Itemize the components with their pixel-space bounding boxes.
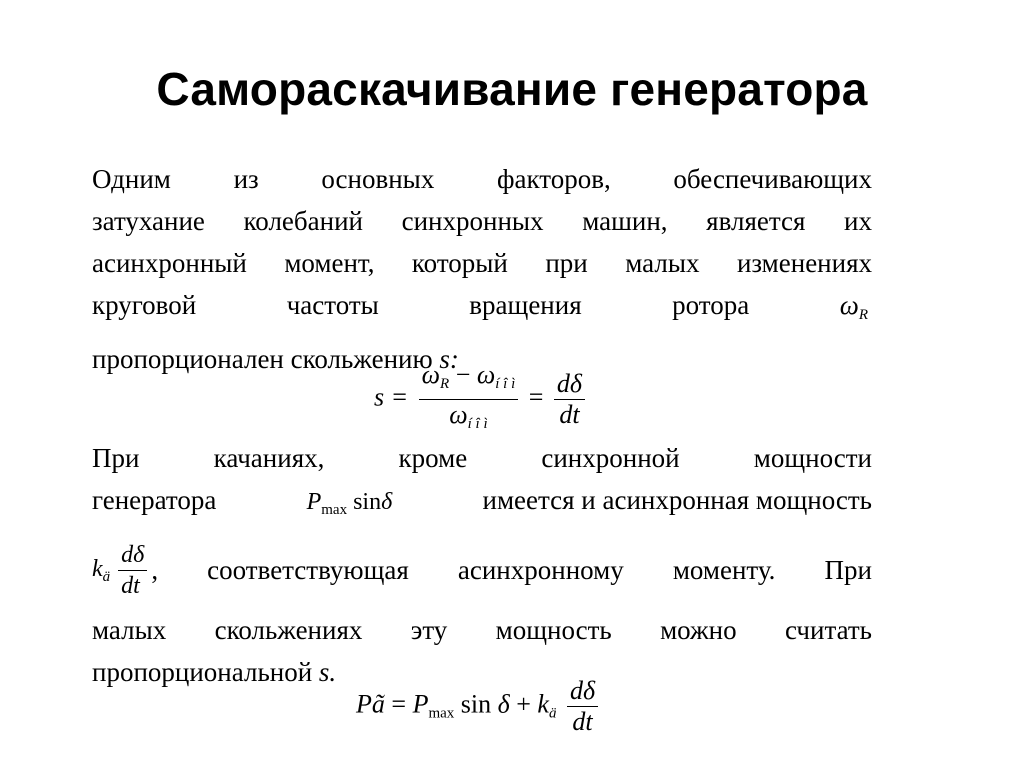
paragraph-2 [92,437,872,693]
omega-r-symbol: $\omega_R$ [839,290,868,323]
f2-fraction: $\frac{d\delta}{dt}$ [567,676,598,737]
paragraph-1 [92,158,872,380]
p2-line-4: малых скольжениях эту мощность можно считать [92,615,872,645]
kd-term: $k_ä$ $\frac{d\delta}{dt}$ [92,540,151,601]
slide-title: Самораскачивание генератора [156,63,868,115]
formula-slip [374,360,589,439]
formula-power: Pã = Pmax $\sin \delta + k_ä$ $\frac{d\delta}{dt}$ [356,676,602,737]
p1-line-4-w3: вращения [469,290,582,320]
f1-fraction-2: $\frac{d\delta}{dt}$ [554,369,585,430]
p1-line-4-w2: частоты [286,290,379,320]
pmax-sin-delta: $P_{max}$ sinδ [306,489,393,518]
slip-variable: s: [439,344,459,374]
p1-line-4 [92,284,872,336]
f1-fraction-1: $\frac{\omega_R - \omega_{í î ì}}{\omega_{í î ì}}$ [419,360,519,439]
p2-line-5: пропорциональной s. [92,657,337,687]
slip-variable-2: s. [318,657,337,687]
p1-line-2: затухание колебаний синхронных машин, является их [92,206,872,236]
p1-line-5: пропорционален скольжению s: [92,344,459,374]
f2-lhs: Pã [356,689,385,719]
p2-line-3: $k_ä$ $\frac{d\delta}{dt}$ , соответствующая асинхронному моменту. При [92,541,872,599]
f1-lhs: s = [374,382,409,412]
f1-equals: = [528,382,544,412]
p1-line-3: асинхронный момент, который при малых изменениях [92,248,872,278]
p1-line-4-w4: ротора [672,290,750,320]
p1-line-4-w1: круговой [92,290,197,320]
p2-line-1: При качаниях, кроме синхронной мощности [92,443,872,473]
p2-line-2: генератора $P_{max}$ sinδ имеется и асинхронная мощность [92,479,872,531]
p1-line-1: Одним из основных факторов, обеспечивающих [92,164,872,194]
